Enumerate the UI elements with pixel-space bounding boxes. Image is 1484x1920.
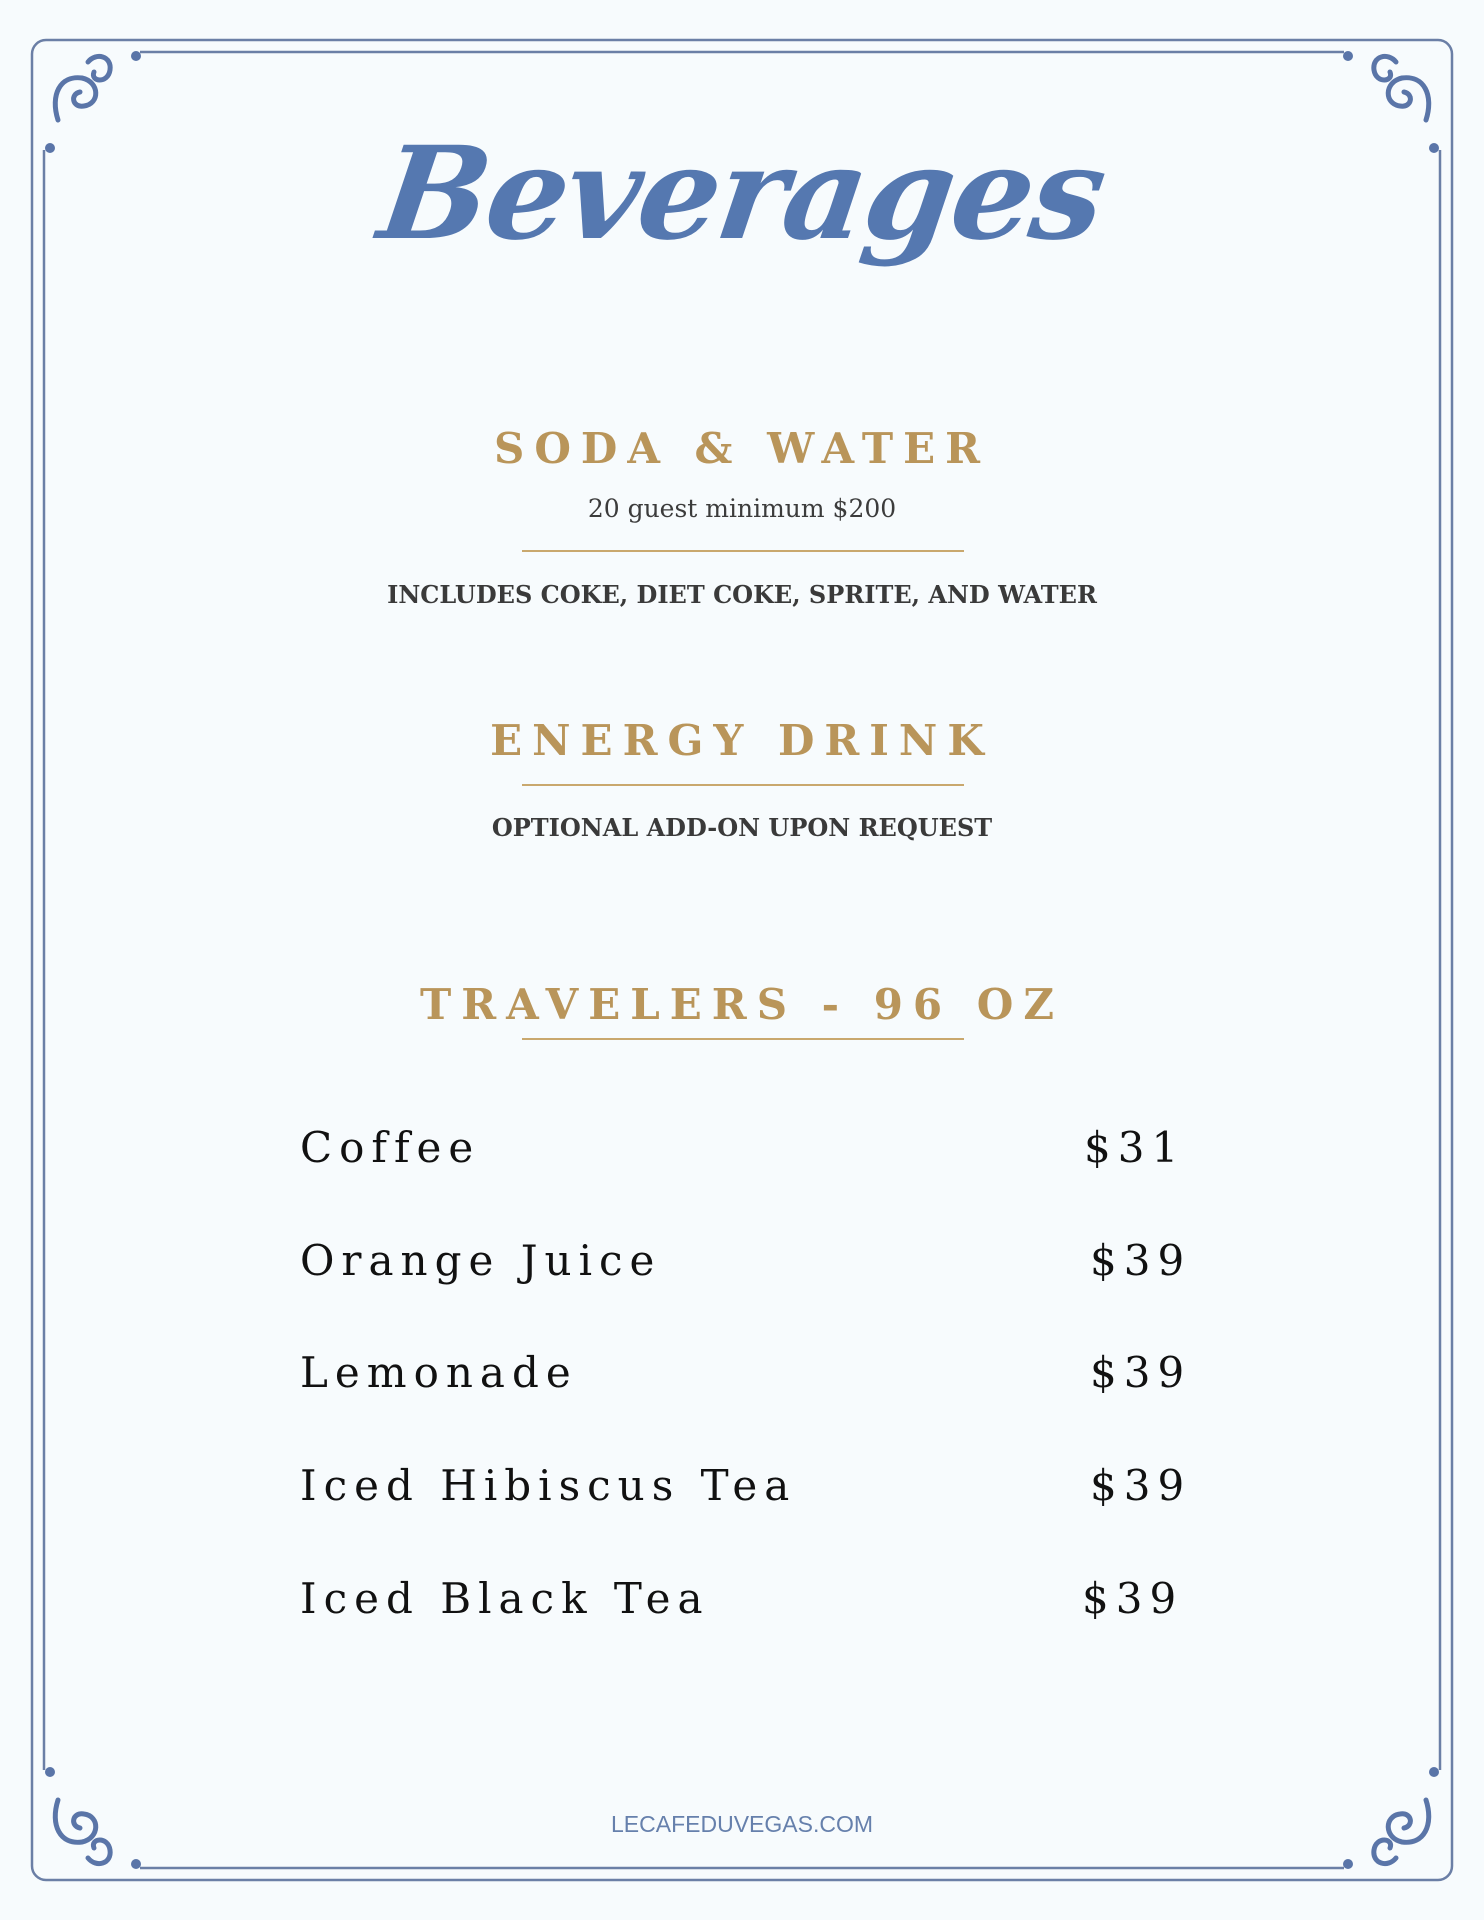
menu-title: Beverages — [371, 119, 1113, 269]
soda-water-includes: INCLUDES COKE, DIET COKE, SPRITE, AND WATER — [387, 580, 1097, 609]
section-divider — [522, 550, 964, 552]
corner-flourish-top-left — [55, 56, 110, 120]
list-item — [300, 1236, 1192, 1290]
energy-drink-note: OPTIONAL ADD-ON UPON REQUEST — [491, 813, 993, 842]
list-item — [300, 1574, 1184, 1628]
item-name: Iced Hibiscus Tea — [300, 1461, 797, 1510]
item-price: $39 — [1090, 1348, 1192, 1397]
item-price: $39 — [1082, 1574, 1184, 1623]
corner-flourish-top-right — [1374, 56, 1429, 120]
item-name: Orange Juice — [300, 1236, 662, 1285]
item-price: $39 — [1090, 1236, 1192, 1285]
section-heading-energy-drink: ENERGY DRINK — [490, 716, 994, 765]
item-name: Iced Black Tea — [300, 1574, 710, 1623]
section-heading-travelers: TRAVELERS - 96 OZ — [419, 980, 1065, 1029]
list-item — [300, 1348, 1192, 1402]
item-name: Lemonade — [300, 1348, 578, 1397]
item-price: $39 — [1090, 1461, 1192, 1510]
section-heading-soda-water: SODA & WATER — [493, 424, 991, 473]
section-divider — [522, 784, 964, 786]
list-item — [300, 1461, 1192, 1515]
section-divider — [522, 1038, 964, 1040]
item-price: $31 — [1084, 1123, 1186, 1172]
soda-water-minimum: 20 guest minimum $200 — [587, 494, 897, 523]
list-item — [300, 1123, 1186, 1177]
footer-website: LECAFEDUVEGAS.COM — [611, 1811, 873, 1837]
item-name: Coffee — [300, 1123, 481, 1172]
